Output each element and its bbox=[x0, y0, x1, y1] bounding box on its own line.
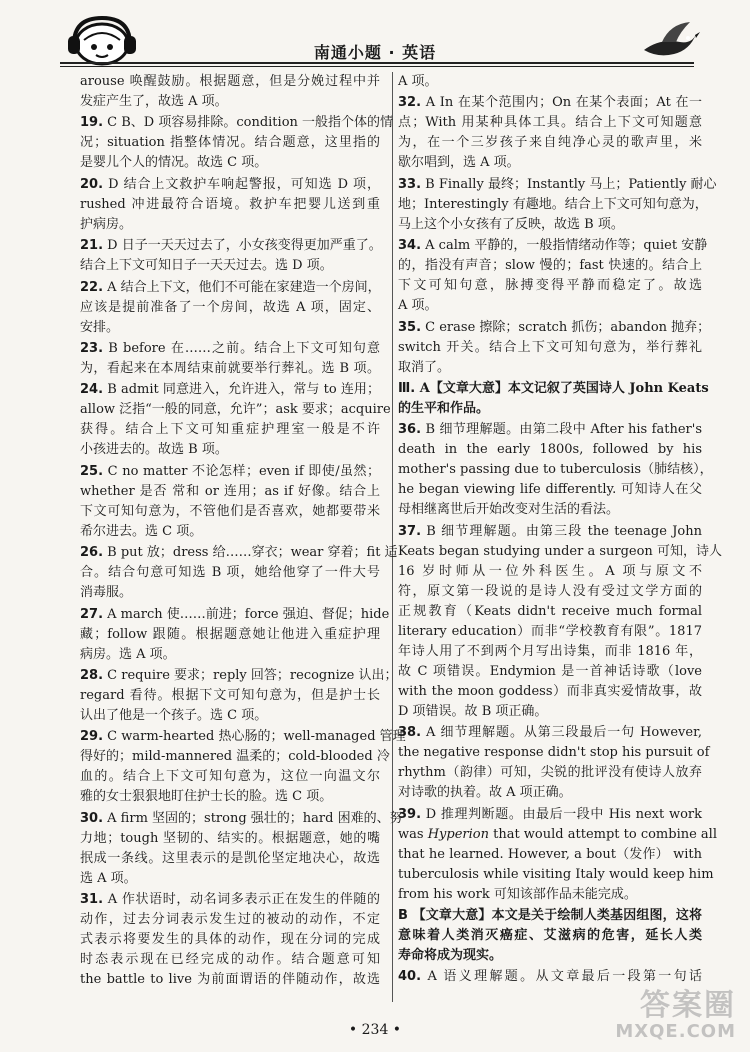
text-line bbox=[80, 950, 380, 970]
line-text: the negative response didn't stop his pursuit of bbox=[398, 745, 710, 761]
line-text: 的，指没有声音；slow 慢的；fast 快速的。结合上 bbox=[398, 258, 702, 274]
question-number: 35. bbox=[398, 319, 422, 335]
line-text: 希尔进去。选 C 项。 bbox=[80, 523, 203, 539]
question-number: 36. bbox=[398, 422, 422, 438]
watermark-url: MXQE.COM bbox=[615, 1021, 736, 1042]
line-text: 况；situation 指整体情况。结合题意，这里指的 bbox=[80, 135, 380, 151]
line-text: Keats began studying under a surgeon 可知，诗人 bbox=[398, 543, 722, 559]
text-line bbox=[398, 743, 710, 763]
line-text: 血的。结合上下文可知句意为，这位一向温文尔 bbox=[80, 769, 380, 785]
text-line bbox=[398, 420, 702, 440]
text-line bbox=[398, 72, 702, 92]
header-rule bbox=[60, 66, 694, 67]
question-number: 26. bbox=[80, 545, 104, 561]
line-text: 的生平和作品。 bbox=[398, 400, 490, 416]
text-line bbox=[398, 318, 711, 338]
line-text: 式表示将要发生的具体的动作，现在分词的完成 bbox=[80, 932, 380, 948]
italic-title: Hyperion bbox=[427, 826, 489, 842]
text-line bbox=[80, 339, 380, 359]
line-text: 消毒服。 bbox=[80, 585, 133, 601]
line-text: A【文章大意】本文记叙了英国诗人 John Keats bbox=[415, 380, 709, 396]
question-number: 34. bbox=[398, 238, 422, 254]
text-line bbox=[80, 930, 380, 950]
line-text: 16 岁时师从一位外科医生。A 项与原文不 bbox=[398, 563, 702, 579]
text-line bbox=[80, 153, 380, 173]
text-line bbox=[80, 440, 380, 460]
text-line bbox=[80, 236, 380, 256]
page-title: 南通小题 · 英语 bbox=[313, 43, 437, 62]
text-line bbox=[398, 399, 702, 419]
line-text: allow 泛指“一般的同意，允许”；ask 要求；acquire bbox=[80, 402, 391, 418]
line-text: arouse 唤醒鼓励。根据题意，但是分娩过程中并 bbox=[80, 74, 380, 89]
text-line bbox=[398, 379, 709, 399]
line-text: D 结合上文救护车响起警报，可知选 D 项， bbox=[103, 176, 380, 192]
question-number: 38. bbox=[398, 725, 422, 741]
text-line bbox=[398, 460, 713, 480]
line-text: A 结合上下文，他们不可能在家建造一个房间， bbox=[103, 279, 381, 295]
text-line bbox=[398, 682, 702, 702]
question-number: 37. bbox=[398, 523, 422, 539]
text-line bbox=[398, 93, 702, 113]
line-text: C erase 擦除；scratch 抓伤；abandon 抛弃； bbox=[421, 319, 711, 335]
text-line bbox=[80, 686, 380, 706]
line-text: A 细节理解题。从第三段最后一句 However, bbox=[421, 725, 702, 741]
text-line bbox=[398, 825, 718, 845]
line-text: 对诗歌的执着。故 A 项正确。 bbox=[398, 785, 572, 801]
line-text: 为，看起来在本周结束前就要举行葬礼。选 B 项。 bbox=[80, 360, 380, 376]
question-number: 23. bbox=[80, 340, 104, 356]
question-number: 29. bbox=[80, 729, 104, 745]
line-text: 年诗人用了不到两个月写出诗集，而非 1816 年， bbox=[398, 643, 702, 659]
text-line bbox=[398, 582, 702, 602]
line-text: A 项。 bbox=[398, 298, 438, 314]
line-text: 发症产生了，故选 A 项。 bbox=[80, 94, 228, 109]
line-text: regard 看待。根据下文可知句意为，但是护士长 bbox=[80, 687, 380, 703]
question-number: 40. bbox=[398, 969, 422, 985]
text-line bbox=[80, 400, 391, 420]
text-line bbox=[80, 869, 380, 889]
header-rule bbox=[60, 62, 694, 64]
line-text: A firm 坚固的；strong 强壮的；hard 困难的、努 bbox=[103, 810, 403, 826]
line-text: 安排。 bbox=[80, 319, 120, 335]
question-number: B bbox=[398, 907, 408, 923]
question-number: Ⅲ. bbox=[398, 380, 416, 396]
line-text: 应该是提前准备了一个房间，故选 A 项，固定、 bbox=[80, 299, 380, 315]
text-line bbox=[398, 845, 702, 865]
text-line bbox=[398, 702, 702, 722]
line-text: A 作状语时，动名词多表示正在发生的伴随的 bbox=[103, 892, 380, 908]
text-line bbox=[398, 113, 702, 133]
text-line bbox=[398, 783, 702, 803]
text-line bbox=[80, 298, 380, 318]
text-line bbox=[398, 195, 708, 215]
line-text: 马上这个小女孩有了反映，故选 B 项。 bbox=[398, 216, 624, 232]
text-line bbox=[398, 906, 702, 926]
text-line bbox=[80, 787, 380, 807]
text-line bbox=[398, 500, 702, 520]
bird-mascot-icon bbox=[640, 20, 700, 62]
line-text: 小孩进去的。故选 B 项。 bbox=[80, 442, 228, 458]
line-text: 获得。结合上下文可知重症护理室一般是不许 bbox=[80, 422, 380, 438]
text-line bbox=[398, 153, 702, 173]
right-column bbox=[398, 72, 722, 987]
line-text: tuberculosis while visiting Italy would keep him bbox=[398, 866, 714, 882]
text-line bbox=[80, 563, 380, 583]
line-text: A 项。 bbox=[398, 74, 438, 89]
text-line bbox=[80, 175, 380, 195]
line-text: 是婴儿个人的情况。故选 C 项。 bbox=[80, 155, 268, 171]
line-text: D 日子一天天过去了，小女孩变得更加严重了。 bbox=[103, 238, 382, 254]
text-line bbox=[398, 723, 702, 743]
text-line bbox=[80, 625, 380, 645]
line-text: whether 是否 常和 or 连用；as if 好像。结合上 bbox=[80, 483, 380, 499]
watermark-logo bbox=[615, 990, 736, 1042]
text-line bbox=[80, 747, 390, 767]
line-text: 地；Interestingly 有趣地。结合上下文可知句意为， bbox=[398, 196, 708, 212]
line-text: rushed 冲进最符合语境。救护车把婴儿送到重 bbox=[80, 196, 380, 212]
line-text: 下文可知句意为，不管他们是否喜欢，她都要带米 bbox=[80, 503, 380, 519]
text-line bbox=[398, 133, 702, 153]
text-line bbox=[80, 829, 380, 849]
text-line bbox=[80, 910, 380, 930]
line-text: 取消了。 bbox=[398, 359, 451, 375]
text-line bbox=[80, 113, 394, 133]
text-line bbox=[398, 296, 702, 316]
watermark-text: 答案圈 bbox=[640, 988, 736, 1023]
text-line bbox=[80, 380, 380, 400]
line-text: 病房。选 A 项。 bbox=[80, 646, 176, 662]
text-line bbox=[398, 338, 702, 358]
text-line bbox=[80, 482, 380, 502]
line-text: 结合上下文可知日子一天天过去。选 D 项。 bbox=[80, 258, 333, 274]
line-text: 歇尔唱到，选 A 项。 bbox=[398, 155, 520, 171]
text-line bbox=[80, 502, 380, 522]
line-text: 认出了他是一个孩子。选 C 项。 bbox=[80, 707, 268, 723]
text-line bbox=[80, 666, 398, 686]
line-text: B Finally 最终；Instantly 马上；Patiently 耐心 bbox=[421, 176, 717, 192]
line-text: that he learned. However, a bout（发作） with bbox=[398, 846, 702, 862]
text-line bbox=[398, 256, 702, 276]
text-line bbox=[398, 805, 702, 825]
line-text: B 细节理解题。由第二段中 After his father's bbox=[421, 422, 702, 438]
text-line bbox=[80, 256, 380, 276]
text-line bbox=[80, 849, 380, 869]
question-number: 28. bbox=[80, 667, 104, 683]
text-line bbox=[80, 92, 380, 112]
text-line bbox=[398, 763, 702, 783]
line-text: D 项错误。故 B 项正确。 bbox=[398, 703, 548, 719]
text-line bbox=[398, 926, 702, 946]
text-line bbox=[80, 522, 380, 542]
line-text: A In 在某个范围内；On 在某个表面；At 在一 bbox=[421, 95, 702, 111]
text-line bbox=[398, 522, 702, 542]
line-text: 寿命将成为现实。 bbox=[398, 947, 503, 963]
line-text: 意味着人类消灭癌症、艾滋病的危害，延长人类 bbox=[398, 927, 702, 943]
question-number: 19. bbox=[80, 115, 104, 131]
text-line bbox=[398, 622, 702, 642]
question-number: 25. bbox=[80, 463, 104, 479]
text-line bbox=[80, 583, 380, 603]
line-text: 点；With 用某种具体工具。结合上下文可知题意 bbox=[398, 115, 702, 131]
page-number: • 234 • bbox=[348, 1022, 402, 1038]
text-line bbox=[80, 727, 406, 747]
line-text: C no matter 不论怎样；even if 即使/虽然； bbox=[103, 463, 380, 479]
question-number: 32. bbox=[398, 95, 422, 111]
line-text: death in the early 1800s, followed by his bbox=[398, 442, 702, 458]
line-text: 【文章大意】本文是关于绘制人类基因组图，这将 bbox=[407, 907, 702, 923]
left-column bbox=[80, 72, 406, 990]
text-line bbox=[80, 133, 380, 153]
text-line bbox=[80, 359, 380, 379]
text-line bbox=[80, 215, 380, 235]
line-text: 时态表示现在已经完成的动作。结合题意可知 bbox=[80, 952, 380, 968]
text-line bbox=[398, 602, 702, 622]
text-line bbox=[80, 278, 380, 298]
text-line bbox=[80, 645, 380, 665]
question-number: 33. bbox=[398, 176, 422, 192]
text-line bbox=[398, 642, 702, 662]
line-text: 雅的女士狠狠地盯住护士长的脸。选 C 项。 bbox=[80, 789, 333, 805]
line-text: literary education）而非“学校教育有限”。1817 bbox=[398, 623, 702, 639]
line-text: from his work 可知该部作品未能完成。 bbox=[398, 886, 637, 902]
text-line bbox=[80, 195, 380, 215]
page-header bbox=[0, 0, 750, 78]
question-number: 22. bbox=[80, 279, 104, 295]
column-divider bbox=[392, 72, 393, 1002]
text-line bbox=[398, 946, 702, 966]
text-line bbox=[398, 440, 702, 460]
text-line bbox=[80, 605, 390, 625]
text-line bbox=[80, 706, 380, 726]
line-text: B 细节理解题。由第三段 the teenage John bbox=[421, 523, 702, 539]
line-text: 得好的；mild-mannered 温柔的；cold-blooded 冷 bbox=[80, 749, 390, 765]
line-text: 符，原文第一段说的是诗人没有受过文学方面的 bbox=[398, 583, 702, 599]
text-line bbox=[80, 462, 380, 482]
line-text: 正规教育（Keats didn't receive much formal bbox=[398, 603, 702, 619]
line-text: 藏；follow 跟随。根据题意她让他进入重症护理 bbox=[80, 626, 380, 642]
text-line bbox=[80, 767, 380, 787]
line-text: 下文可知句意，脉搏变得平静而稳定了。故选 bbox=[398, 278, 702, 294]
text-line bbox=[398, 276, 702, 296]
line-text: 母相继离世后开始改变对生活的看法。 bbox=[398, 502, 620, 518]
line-text: 抿成一条线。这里表示的是凯伦坚定地决心，故选 bbox=[80, 850, 380, 866]
text-line bbox=[398, 175, 717, 195]
line-text: 动作，过去分词表示发生过的被动的动作，不定 bbox=[80, 912, 380, 928]
line-text: mother's passing due to tuberculosis（肺结核）， bbox=[398, 462, 713, 478]
line-text: rhythm（韵律）可知，尖锐的批评没有使诗人放弃 bbox=[398, 765, 702, 781]
text-line bbox=[80, 72, 380, 92]
line-text: A 语义理解题。从文章最后一段第一句话 bbox=[421, 969, 702, 985]
text-line bbox=[398, 562, 702, 582]
line-text: the battle to live 为前面谓语的伴随动作，故选 bbox=[80, 972, 380, 988]
text-line bbox=[398, 236, 708, 256]
text-line bbox=[398, 542, 722, 562]
question-number: 31. bbox=[80, 892, 104, 908]
line-text: B put 放；dress 给……穿衣；wear 穿着；fit 适 bbox=[103, 545, 398, 561]
line-text: A march 使……前进；force 强迫、督促；hide bbox=[103, 606, 390, 622]
line-text: 力地；tough 坚韧的、结实的。根据题意，她的嘴 bbox=[80, 830, 380, 846]
line-text: was Hyperion that would attempt to combine all bbox=[398, 826, 718, 842]
question-number: 20. bbox=[80, 176, 104, 192]
text-line bbox=[398, 967, 702, 987]
text-line bbox=[398, 662, 702, 682]
text-line bbox=[398, 358, 702, 378]
question-number: 30. bbox=[80, 810, 104, 826]
line-text: C B、D 项容易排除。condition 一般指个体的情 bbox=[103, 115, 394, 131]
line-text: A calm 平静的，一般指情绪动作等；quiet 安静 bbox=[421, 238, 708, 254]
line-text: C require 要求；reply 回答；recognize 认出； bbox=[103, 667, 398, 683]
line-text: 故 C 项错误。Endymion 是一首神话诗歌（love bbox=[398, 663, 702, 679]
line-text: 为，在一个三岁孩子来自纯净心灵的歌声里，米 bbox=[398, 135, 702, 151]
text-line bbox=[80, 420, 380, 440]
line-text: C warm-hearted 热心肠的；well-managed 管理 bbox=[103, 729, 406, 745]
text-line bbox=[80, 809, 403, 829]
line-text: with the moon goddess）而非真实爱情故事，故 bbox=[398, 683, 702, 699]
line-text: B admit 同意进入，允许进入，常与 to 连用； bbox=[103, 382, 380, 398]
question-number: 24. bbox=[80, 382, 104, 398]
question-number: 39. bbox=[398, 806, 422, 822]
line-text: B before 在……之前。结合上下文可知句意 bbox=[103, 340, 380, 356]
text-line bbox=[398, 215, 702, 235]
line-text: D 推理判断题。由最后一段中 His next work bbox=[421, 806, 702, 822]
line-text: 合。结合句意可知选 B 项，她给他穿了一件大号 bbox=[80, 565, 380, 581]
question-number: 27. bbox=[80, 606, 104, 622]
text-line bbox=[80, 318, 380, 338]
text-line bbox=[80, 890, 380, 910]
text-line bbox=[398, 885, 702, 905]
line-text: he began viewing life differently. 可知诗人在父 bbox=[398, 482, 702, 498]
text-line bbox=[80, 970, 380, 990]
line-text: switch 开关。结合上下文可知句意为，举行葬礼 bbox=[398, 339, 702, 355]
text-line bbox=[398, 480, 702, 500]
text-line bbox=[398, 865, 714, 885]
line-text: 护病房。 bbox=[80, 216, 133, 232]
line-text: 选 A 项。 bbox=[80, 870, 137, 886]
question-number: 21. bbox=[80, 238, 104, 254]
text-line bbox=[80, 543, 398, 563]
